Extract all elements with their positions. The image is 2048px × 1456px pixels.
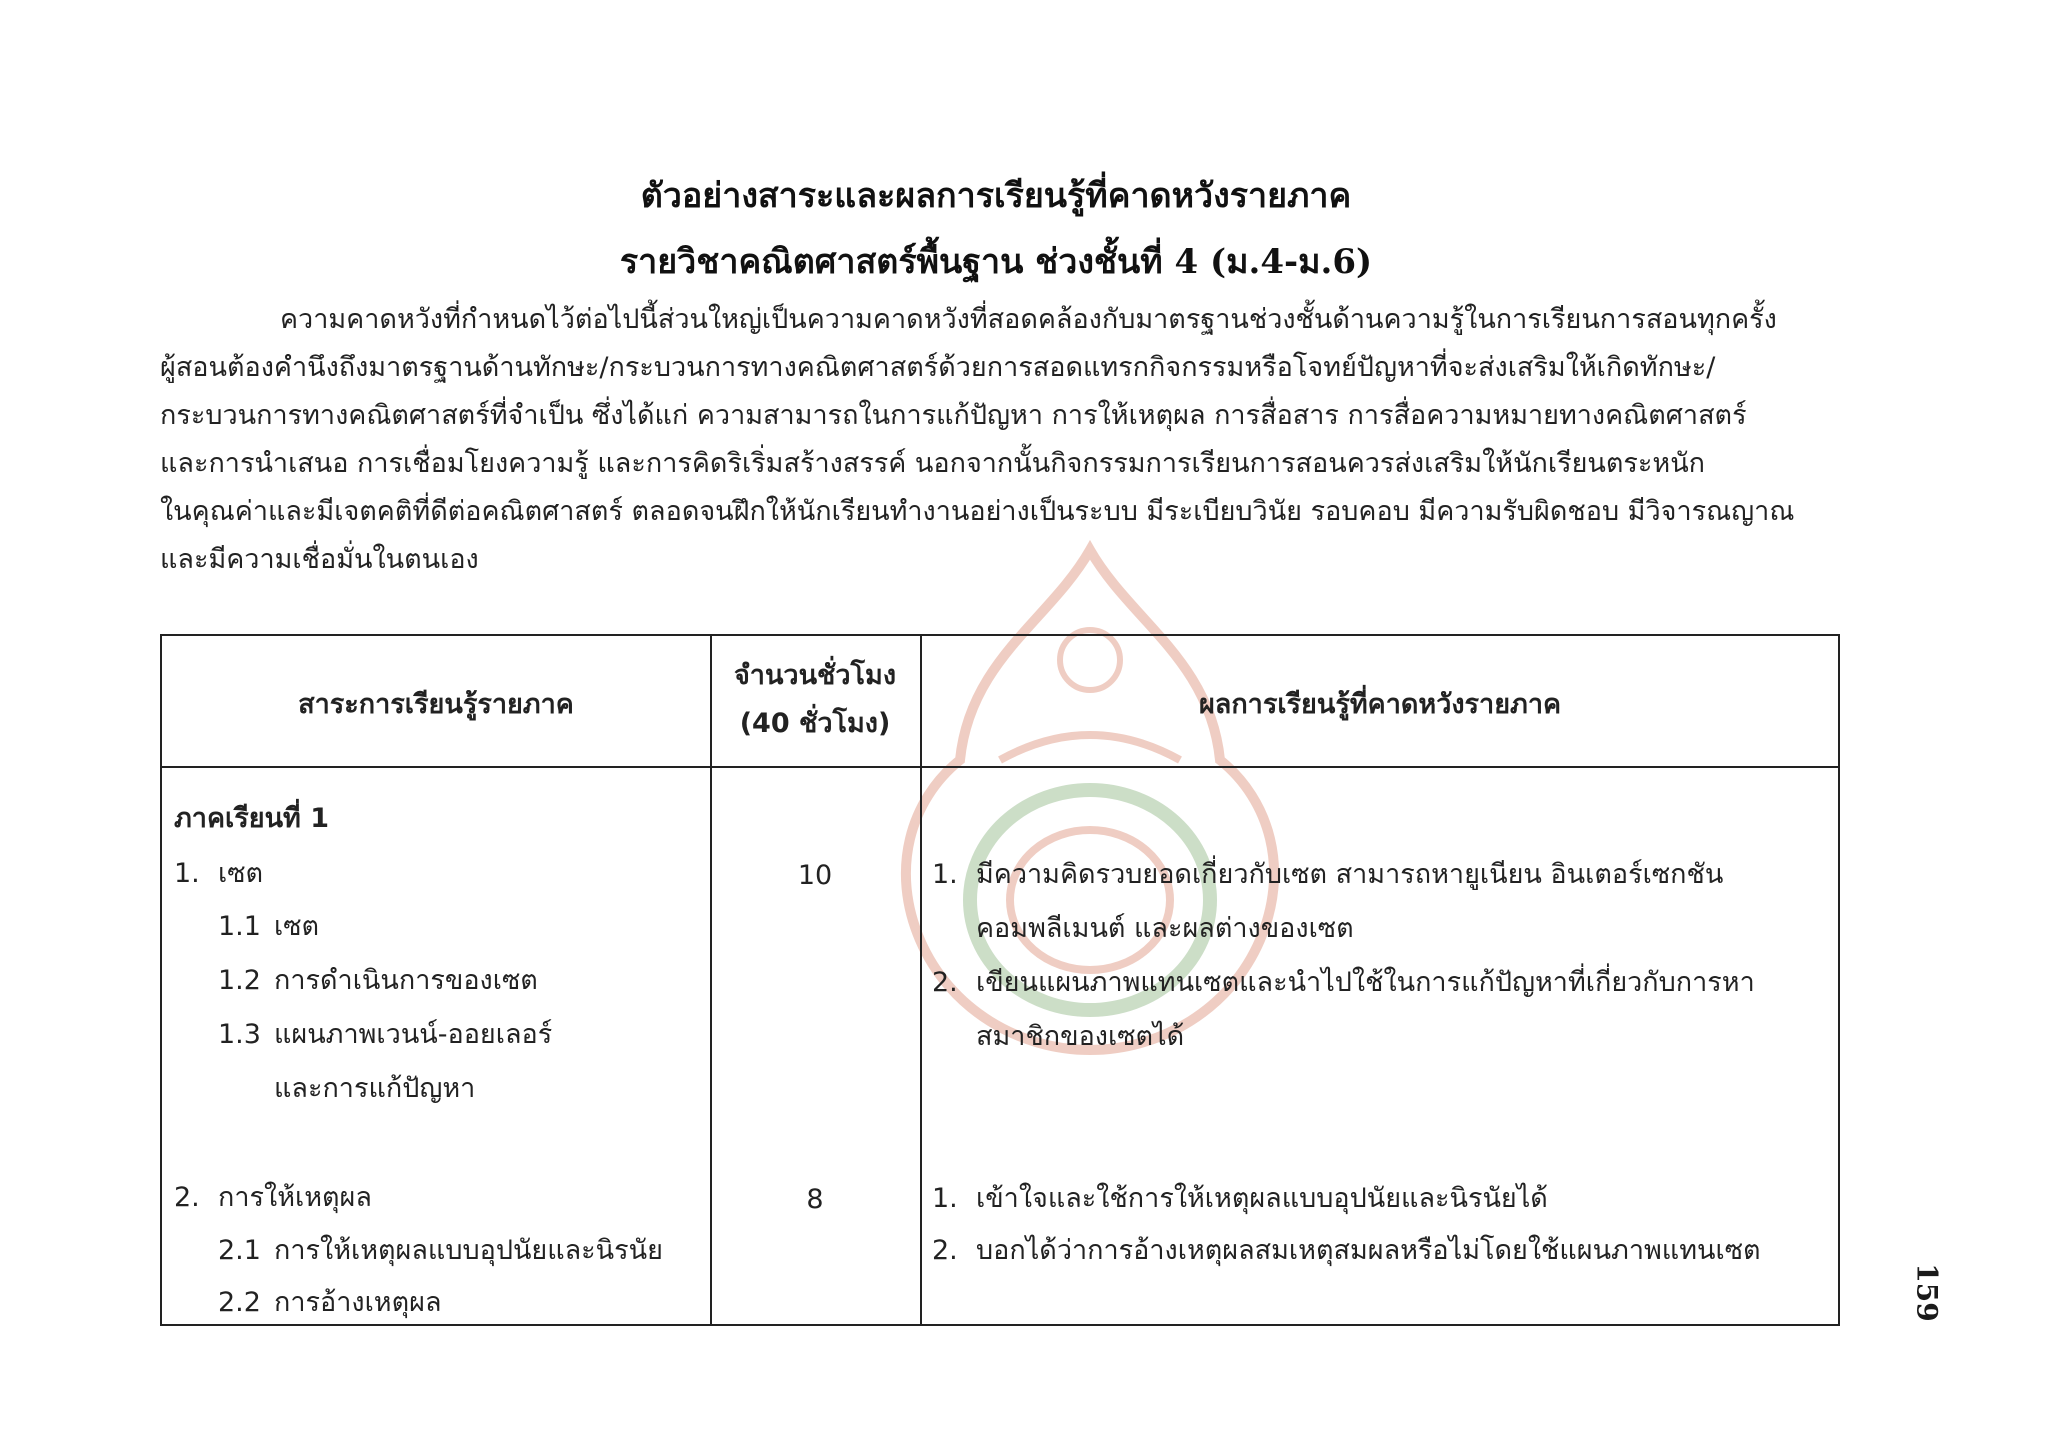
header-divider	[162, 766, 1838, 768]
column-divider	[920, 636, 922, 1324]
unit-hours: 8	[806, 1184, 824, 1215]
subtopic-number: 2.2	[218, 1287, 261, 1318]
outcome-number: 1.	[932, 1183, 958, 1214]
curriculum-table	[160, 634, 1840, 1326]
subtopic-number: 2.1	[218, 1235, 261, 1266]
header-hours-label: จำนวนชั่วโมง	[733, 660, 897, 691]
unit-name: เซต	[218, 858, 264, 889]
header-topic: สาระการเรียนรู้รายภาค	[298, 689, 574, 720]
unit-title	[174, 1172, 704, 1224]
intro-line: ผู้สอนต้องคำนึงถึงมาตรฐานด้านทักษะ/กระบวนการทางคณิตศาสตร์ด้วยการสอดแทรกกิจกรรมหรือโจทย์ปัญหาที่จะส่งเสริมให้เกิดทักษะ/	[160, 352, 1716, 383]
unit-title	[174, 848, 704, 900]
subtopic-text: การอ้างเหตุผล	[274, 1287, 442, 1318]
outcome-text: เขียนแผนภาพแทนเซตและนำไปใช้ในการแก้ปัญหาที่เกี่ยวกับการหา	[976, 967, 1755, 998]
outcome-number: 2.	[932, 1235, 958, 1266]
semester-label: ภาคเรียนที่ 1	[174, 803, 330, 834]
outcome-continuation: สมาชิกของเซตได้	[976, 1021, 1185, 1052]
subtopic-text: เซต	[274, 911, 320, 942]
outcome-text: เข้าใจและใช้การให้เหตุผลแบบอุปนัยและนิรนัยได้	[976, 1183, 1548, 1214]
subtopic-text: การให้เหตุผลแบบอุปนัยและนิรนัย	[274, 1235, 663, 1266]
header-outcome: ผลการเรียนรู้ที่คาดหวังรายภาค	[1198, 689, 1562, 720]
subtopic-text: แผนภาพเวนน์-ออยเลอร์	[274, 1019, 553, 1050]
intro-line: และการนำเสนอ การเชื่อมโยงความรู้ และการคิดริเริ่มสร้างสรรค์ นอกจากนั้นกิจกรรมการเรียนการสอนควรส่งเสริมให้นักเรียนตระหนัก	[160, 448, 1706, 479]
outcome-item	[932, 1224, 1842, 1278]
subtopic-number: 1.2	[218, 965, 261, 996]
unit-hours: 10	[797, 860, 833, 891]
intro-line: กระบวนการทางคณิตศาสตร์ที่จำเป็น ซึ่งได้แก่ ความสามารถในการแก้ปัญหา การให้เหตุผล การสื่อสาร การสื่อความหมายทางคณิตศาสตร์	[160, 400, 1747, 431]
outcome-text: บอกได้ว่าการอ้างเหตุผลสมเหตุสมผลหรือไม่โดยใช้แผนภาพแทนเซต	[976, 1235, 1761, 1266]
intro-line: ความคาดหวังที่กำหนดไว้ต่อไปนี้ส่วนใหญ่เป็นความคาดหวังที่สอดคล้องกับมาตรฐานช่วงชั้นด้านความรู้ในการเรียนการสอนทุกครั้ง	[280, 304, 1777, 335]
outcome-number: 1.	[932, 859, 958, 890]
subtopic	[218, 1224, 708, 1278]
header-hours-total: (40 ชั่วโมง)	[739, 708, 891, 739]
subtopic-number: 1.1	[218, 911, 261, 942]
unit-number: 1.	[174, 858, 200, 889]
page-number: 159	[1910, 1263, 1944, 1322]
subtopic-continuation: และการแก้ปัญหา	[274, 1073, 476, 1104]
outcome-item	[932, 1172, 1842, 1226]
intro-paragraph	[160, 296, 1840, 584]
intro-line: และมีความเชื่อมั่นในตนเอง	[160, 544, 479, 575]
subtopic	[218, 1008, 708, 1062]
page-title: ตัวอย่างสาระและผลการเรียนรู้ที่คาดหวังรายภาค	[640, 176, 1352, 216]
unit-name: การให้เหตุผล	[218, 1182, 372, 1213]
subtopic	[218, 1276, 708, 1330]
subtopic	[218, 954, 708, 1008]
subtopic-text: การดำเนินการของเซต	[274, 965, 538, 996]
outcome-text: มีความคิดรวบยอดเกี่ยวกับเซต สามารถหายูเนียน อินเตอร์เซกชัน	[976, 859, 1724, 890]
subtopic	[218, 900, 708, 954]
intro-line: ในคุณค่าและมีเจตคติที่ดีต่อคณิตศาสตร์ ตลอดจนฝึกให้นักเรียนทำงานอย่างเป็นระบบ มีระเบียบวินัย รอบคอบ มีความรับผิดชอบ มีวิจารณญาณ	[160, 496, 1795, 527]
outcome-continuation: คอมพลีเมนต์ และผลต่างของเซต	[976, 913, 1354, 944]
subtopic-number: 1.3	[218, 1019, 261, 1050]
header-hours	[710, 652, 920, 748]
outcome-item	[932, 956, 1842, 1010]
page-subtitle: รายวิชาคณิตศาสตร์พื้นฐาน ช่วงชั้นที่ 4 (ม.4-ม.6)	[619, 242, 1373, 282]
unit-number: 2.	[174, 1182, 200, 1213]
outcome-item	[932, 848, 1842, 902]
outcome-number: 2.	[932, 967, 958, 998]
